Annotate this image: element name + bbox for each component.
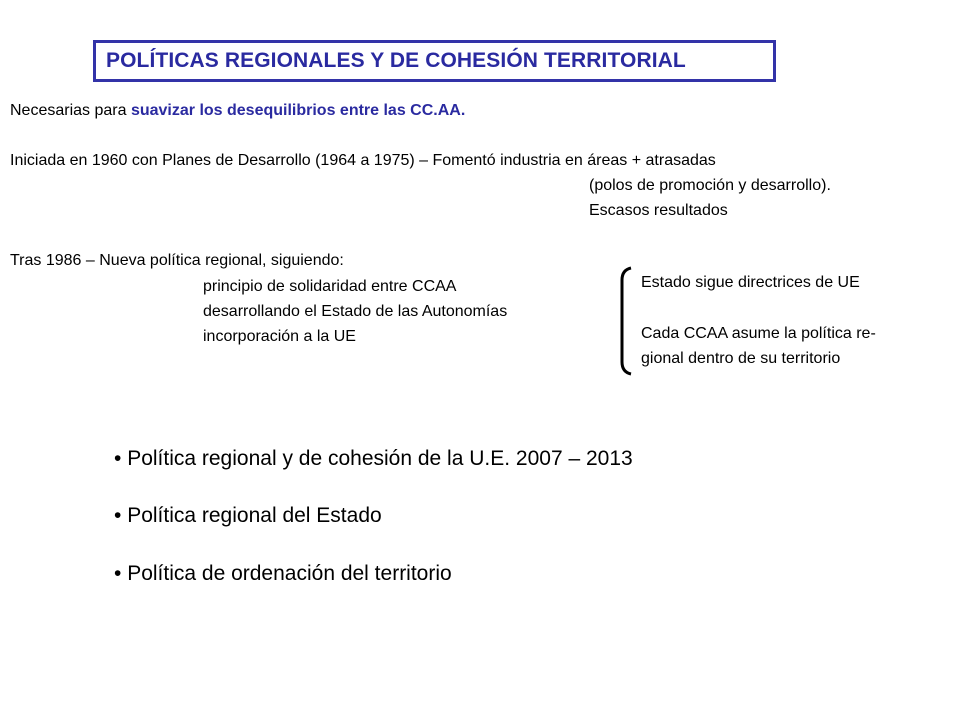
after1986-item-2: desarrollando el Estado de las Autonomías (203, 303, 508, 320)
bullet-text-3: Política de ordenación del territorio (127, 562, 452, 585)
history-line-1: Iniciada en 1960 con Planes de Desarrollo (1964 a 1975) – Fomentó industria en áreas + atrasadas (10, 152, 716, 169)
history-line-2: (polos de promoción y desarrollo). (589, 177, 831, 194)
note-2-line-1: Cada CCAA asume la política re- (641, 325, 876, 342)
intro-emphasis: suavizar los desequilibrios entre las CC.AA. (130, 102, 466, 119)
bullet-item-3: • Política de ordenación del territorio (114, 562, 452, 585)
bullet-item-2: • Política regional del Estado (114, 504, 382, 527)
bullet-text-2: Política regional del Estado (127, 504, 382, 527)
after1986-item-1: principio de solidaridad entre CCAA (203, 278, 457, 295)
page-title: POLÍTICAS REGIONALES Y DE COHESIÓN TERRITORIAL (106, 49, 686, 72)
bracket-icon (614, 266, 634, 376)
bullet-text-1: Política regional y de cohesión de la U.E. 2007 – 2013 (127, 447, 633, 470)
note-1: Estado sigue directrices de UE (641, 274, 860, 291)
intro-prefix: Necesarias para (10, 102, 131, 119)
after1986-heading: Tras 1986 – Nueva política regional, siguiendo: (10, 252, 344, 269)
after1986-item-3: incorporación a la UE (203, 328, 356, 345)
bullet-item-1: • Política regional y de cohesión de la U.E. 2007 – 2013 (114, 447, 633, 470)
intro-line (10, 101, 465, 121)
note-2-line-2: gional dentro de su territorio (641, 350, 841, 367)
history-line-3: Escasos resultados (589, 202, 728, 219)
